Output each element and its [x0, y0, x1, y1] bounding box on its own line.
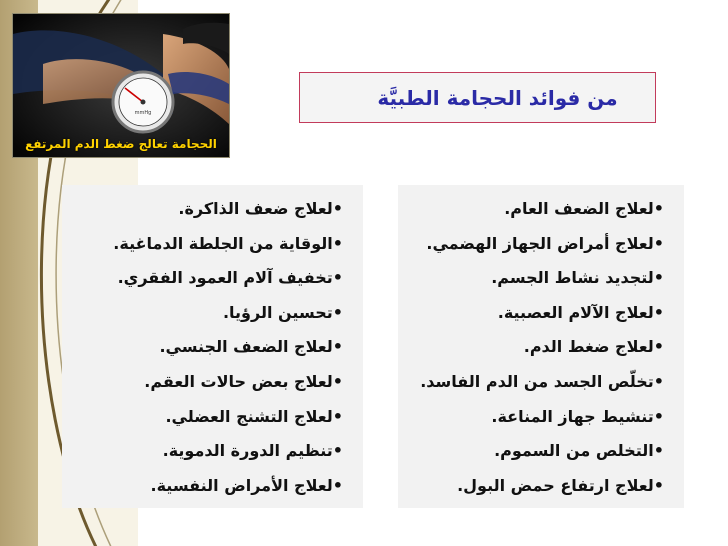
bullet-icon: •: [332, 371, 343, 391]
bullet-icon: •: [653, 337, 664, 357]
list-item: •الوقاية من الجلطة الدماغية.: [113, 233, 343, 253]
list-item: •لعلاج ضعف الذاكرة.: [178, 199, 343, 218]
bullet-icon: •: [332, 199, 343, 218]
bullet-icon: •: [653, 441, 664, 461]
bullet-icon: •: [332, 268, 343, 288]
list-item: •لعلاج الضعف العام.: [504, 199, 664, 218]
list-item: •لتجديد نشاط الجسم.: [491, 268, 664, 288]
bullet-icon: •: [653, 406, 664, 426]
list-item: •لعلاج بعض حالات العقم.: [144, 371, 343, 391]
list-item: •تخفيف آلام العمود الفقري.: [117, 268, 343, 288]
benefits-list-right: [398, 185, 684, 508]
blood-pressure-photo: [12, 13, 230, 158]
bullet-icon: •: [653, 302, 664, 322]
photo-caption: الحجامة تعالج ضغط الدم المرتفع: [25, 137, 217, 151]
bullet-icon: •: [653, 199, 664, 218]
bullet-icon: •: [332, 233, 343, 253]
list-item: •لعلاج ارتفاع حمض البول.: [457, 475, 664, 495]
list-item: •تنظيم الدورة الدموية.: [162, 441, 343, 461]
list-item: •التخلص من السموم.: [494, 441, 664, 461]
list-item: •لعلاج الآلام العصبية.: [497, 302, 664, 322]
blood-pressure-image: [13, 14, 229, 157]
title-box: [299, 72, 656, 123]
bullet-icon: •: [653, 268, 664, 288]
bullet-icon: •: [332, 302, 343, 322]
list-item: •لعلاج التشنج العضلي.: [165, 406, 343, 426]
list-item: •لعلاج أمراض الجهاز الهضمي.: [426, 233, 664, 253]
page-title: من فوائد الحجامة الطبيَّة: [377, 85, 618, 110]
list-item: •تخلّص الجسد من الدم الفاسد.: [420, 371, 664, 391]
list-item: •لعلاج ضغط الدم.: [523, 337, 664, 357]
bullet-icon: •: [332, 406, 343, 426]
bullet-icon: •: [332, 475, 343, 495]
list-item: •لعلاج الضعف الجنسي.: [159, 337, 343, 357]
list-item: •تنشيط جهاز المناعة.: [491, 406, 664, 426]
benefits-list-left: [62, 185, 363, 508]
gauge-unit-label: mmHg: [134, 110, 152, 116]
bullet-icon: •: [653, 371, 664, 391]
list-item: •تحسين الرؤيا.: [222, 302, 343, 322]
bullet-icon: •: [332, 337, 343, 357]
bullet-icon: •: [653, 233, 664, 253]
list-item: •لعلاج الأمراض النفسية.: [150, 475, 343, 495]
bullet-icon: •: [332, 441, 343, 461]
bullet-icon: •: [653, 475, 664, 495]
